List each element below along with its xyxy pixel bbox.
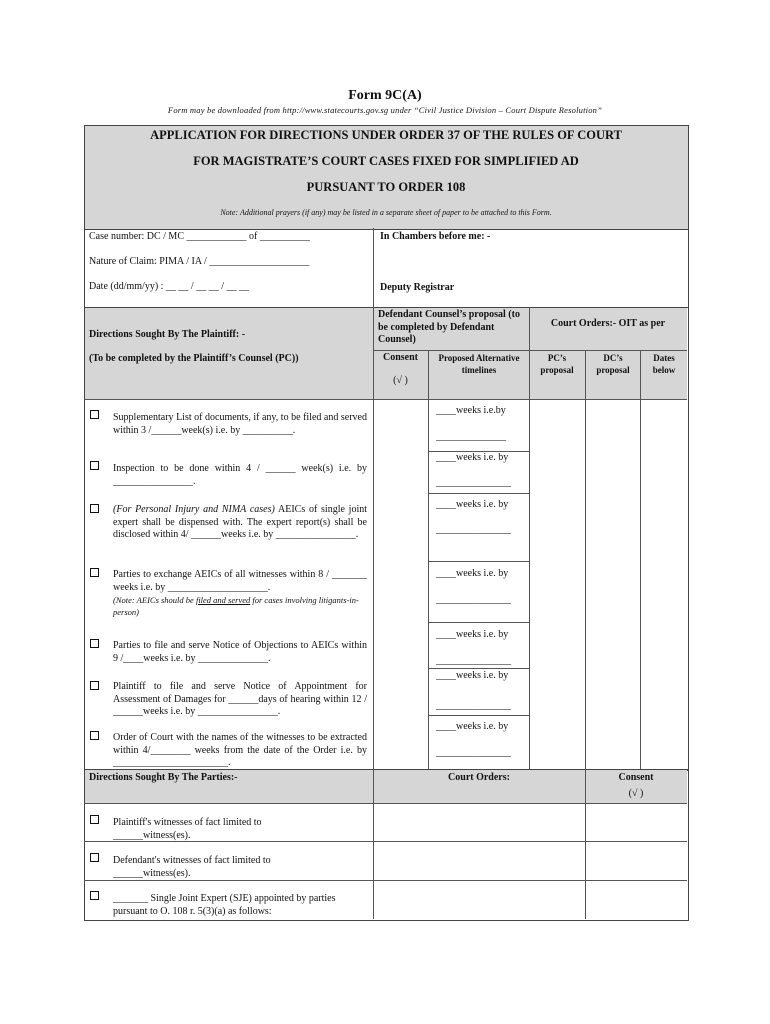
form-subtitle: Form may be downloaded from http://www.statecourts.gov.sg under “Civil Justice Division – Court Dispute Resolution” bbox=[167, 105, 603, 115]
item-6-checkbox[interactable] bbox=[90, 681, 99, 690]
form-title: Form 9C(A) bbox=[348, 88, 422, 103]
item-1-text: Supplementary List of documents, if any, to be filed and served within 3 /______week(s) i.e. by __________. bbox=[113, 412, 367, 436]
item-2-date-line[interactable]: _______________ bbox=[436, 477, 511, 488]
item-2-text: Inspection to be done within 4 / ______ week(s) i.e. by ________________. bbox=[113, 463, 367, 487]
item-6-date-line[interactable]: _______________ bbox=[436, 700, 511, 711]
party-item-2-checkbox[interactable] bbox=[90, 853, 99, 862]
header-note: Note: Additional prayers (if any) may be listed in a separate sheet of paper to be attached to this Form. bbox=[220, 208, 552, 217]
header-line-3: PURSUANT TO ORDER 108 bbox=[306, 180, 466, 194]
item-7-checkbox[interactable] bbox=[90, 731, 99, 740]
item-3-weeks[interactable]: ____weeks i.e. by bbox=[436, 499, 509, 510]
proposed-timelines-label: Proposed Alternative timelines bbox=[438, 353, 520, 375]
consent-column-label: Consent bbox=[382, 352, 418, 363]
item-4-text: Parties to exchange AEICs of all witnesses within 8 / _______ weeks i.e. by ____________________. bbox=[113, 569, 367, 593]
defendant-counsel-heading: Defendant Counsel’s proposal (to be completed by Defendant Counsel) bbox=[378, 309, 520, 345]
plaintiff-directions-heading: Directions Sought By The Plaintiff: - bbox=[89, 329, 246, 340]
item-4-checkbox[interactable] bbox=[90, 568, 99, 577]
item-7-text: Order of Court with the names of the witnesses to be extracted within 4/________ weeks from the date of the Order i.e. by _______________________. bbox=[113, 732, 367, 768]
party-item-3-text: _______ Single Joint Expert (SJE) appointed by parties pursuant to O. 108 r. 5(3)(a) as follows: bbox=[113, 893, 336, 917]
dc-proposal-label: DC’s proposal bbox=[596, 353, 630, 375]
item-3-italic-prefix: (For Personal Injury and NIMA cases) bbox=[113, 504, 275, 515]
in-chambers-label: In Chambers before me: - bbox=[380, 231, 491, 242]
item-3-text bbox=[113, 504, 367, 542]
item-4-note: (Note: AEICs should be filed and served for cases involving litigants-in-person) bbox=[113, 595, 359, 617]
parties-consent-label: Consent bbox=[618, 772, 654, 783]
party-item-1-checkbox[interactable] bbox=[90, 815, 99, 824]
item-3-date-line[interactable]: _______________ bbox=[436, 524, 511, 535]
item-4-weeks[interactable]: ____weeks i.e. by bbox=[436, 568, 509, 579]
item-1-checkbox[interactable] bbox=[90, 410, 99, 419]
item-1-date-line[interactable]: ______________ bbox=[436, 431, 506, 442]
header-line-2: FOR MAGISTRATE’S COURT CASES FIXED FOR SIMPLIFIED AD bbox=[193, 154, 579, 168]
consent-check-mark: (√ ) bbox=[393, 375, 408, 386]
item-5-text: Parties to file and serve Notice of Objections to AEICs within 9 /____weeks i.e. by ______________. bbox=[113, 640, 367, 664]
court-orders-heading: Court Orders:- OIT as per bbox=[550, 318, 666, 329]
item-1-weeks[interactable]: ____weeks i.e.by bbox=[436, 405, 506, 416]
deputy-registrar-label: Deputy Registrar bbox=[380, 282, 455, 293]
item-7-date-line[interactable]: _______________ bbox=[436, 747, 511, 758]
item-6-weeks[interactable]: ____weeks i.e. by bbox=[436, 670, 509, 681]
item-2-weeks[interactable]: ____weeks i.e. by bbox=[436, 452, 509, 463]
case-number-field[interactable]: Case number: DC / MC ____________ of __________ bbox=[89, 231, 310, 242]
pc-proposal-label: PC’s proposal bbox=[540, 353, 574, 375]
nature-of-claim-field[interactable]: Nature of Claim: PIMA / IA / ____________________ bbox=[89, 256, 310, 267]
item-5-date-line[interactable]: _______________ bbox=[436, 655, 511, 666]
item-6-text: Plaintiff to file and serve Notice of Appointment for Assessment of Damages for ______days of hearing within 12 / ______weeks i.e. by ________________. bbox=[113, 681, 367, 717]
parties-consent-mark: (√ ) bbox=[628, 788, 644, 799]
item-2-checkbox[interactable] bbox=[90, 461, 99, 470]
item-3-body: AEICs of single joint expert shall be dispensed with. The expert report(s) shall be disclosed within 4/ ______weeks i.e. by ________________. bbox=[113, 504, 368, 540]
party-item-3-checkbox[interactable] bbox=[90, 891, 99, 900]
item-3-checkbox[interactable] bbox=[90, 504, 99, 513]
item-4-date-line[interactable]: _______________ bbox=[436, 594, 511, 605]
item-7-weeks[interactable]: ____weeks i.e. by bbox=[436, 721, 509, 732]
party-item-1-text: Plaintiff's witnesses of fact limited to ______witness(es). bbox=[113, 817, 262, 841]
item-5-checkbox[interactable] bbox=[90, 639, 99, 648]
date-field[interactable]: Date (dd/mm/yy) : __ __ / __ __ / __ __ bbox=[89, 281, 249, 292]
party-item-2-text: Defendant's witnesses of fact limited to ______witness(es). bbox=[113, 855, 271, 879]
plaintiff-directions-subheading: (To be completed by the Plaintiff’s Counsel (PC)) bbox=[89, 353, 299, 364]
dates-below-label: Dates below bbox=[652, 353, 676, 375]
header-line-1: APPLICATION FOR DIRECTIONS UNDER ORDER 37 OF THE RULES OF COURT bbox=[150, 128, 622, 142]
parties-directions-heading: Directions Sought By The Parties:- bbox=[89, 772, 238, 783]
parties-court-orders-label: Court Orders: bbox=[448, 772, 510, 783]
item-5-weeks[interactable]: ____weeks i.e. by bbox=[436, 629, 509, 640]
